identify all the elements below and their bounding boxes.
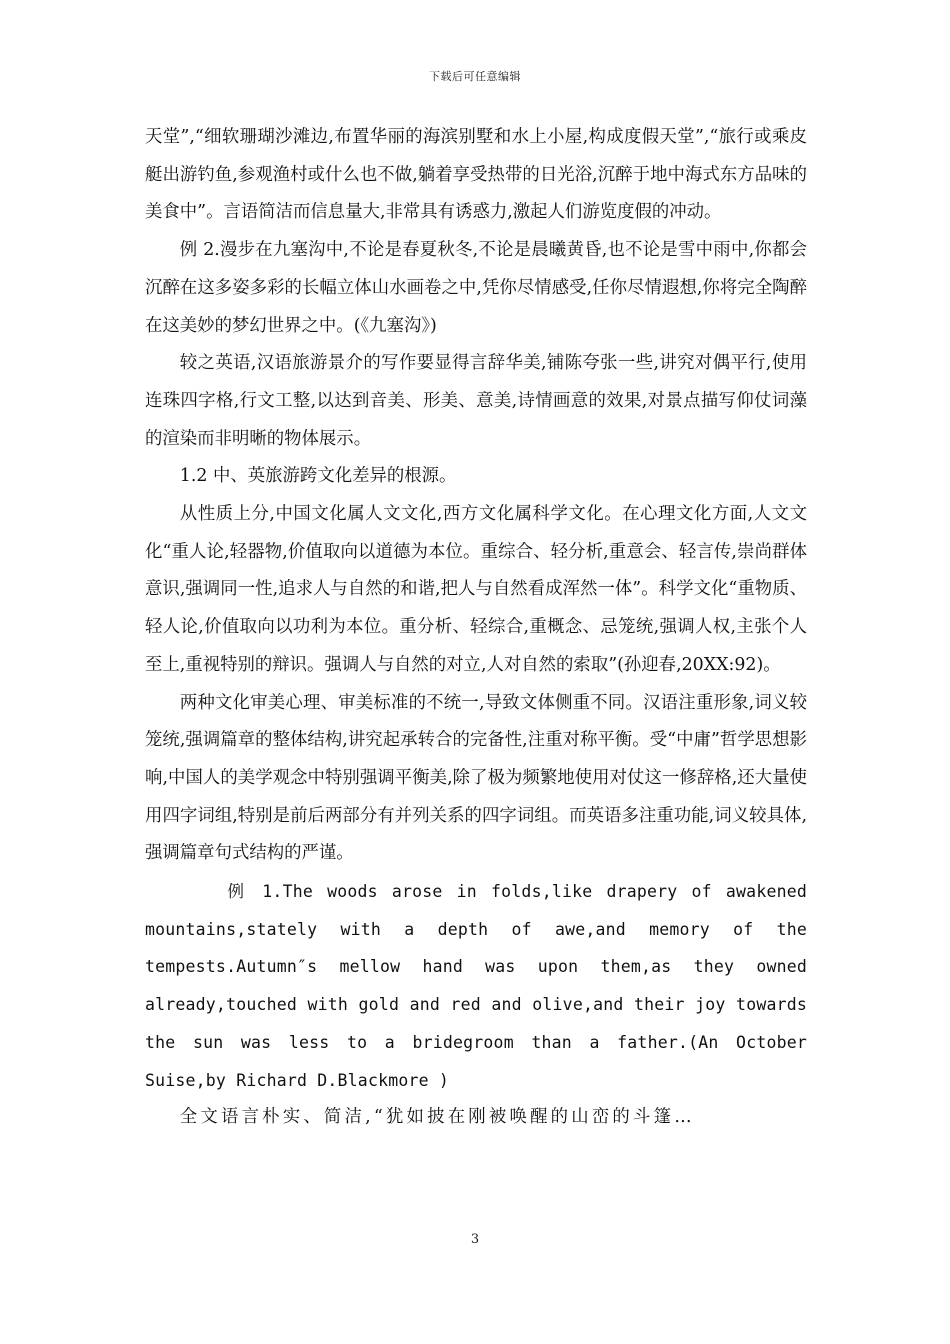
page-number: 3 — [470, 1232, 480, 1247]
paragraph-intro-continuation: 天堂”,“细软珊瑚沙滩边,布置华丽的海滨别墅和水上小屋,构成度假天堂”,“旅行或乘皮艇出游钓鱼,参观渔村或什么也不做,躺着享受热带的日光浴,沉醉于地中海式东方品味的美食中”。言语简洁而信息量大,非常具有诱惑力,激起人们游览度假的冲动。 — [145, 127, 807, 223]
section-heading-1-2: 1.2 中、英旅游跨文化差异的根源。 — [179, 466, 457, 487]
paragraph-comparison: 较之英语,汉语旅游景介的写作要显得言辞华美,铺陈夸张一些,讲究对偶平行,使用连珠四字格,行文工整,以达到音美、形美、意美,诗情画意的效果,对景点描写仰仗词藻的渲染而非明晰的物体展示。 — [145, 353, 807, 449]
document-body — [145, 119, 807, 1137]
paragraph-cultural-nature: 从性质上分,中国文化属人文文化,西方文化属科学文化。在心理文化方面,人文文化“重人论,轻器物,价值取向以道德为本位。重综合、轻分析,重意会、轻言传,崇尚群体意识,强调同一性,追求人与自然的和谐,把人与自然看成浑然一体”。科学文化“重物质、轻人论,价值取向以功利为本位。重分析、轻综合,重概念、忌笼统,强调人权,主张个人至上,重视特别的辩识。强调人与自然的对立,人对自然的索取”(孙迎春,20XX:92)。 — [145, 504, 807, 675]
paragraph-aesthetic-difference: 两种文化审美心理、审美标准的不统一,导致文体侧重不同。汉语注重形象,词义较笼统,强调篇章的整体结构,讲究起承转合的完备性,注重对称平衡。受“中庸”哲学思想影响,中国人的美学观念中特别强调平衡美,除了极为频繁地使用对仗这一修辞格,还大量使用四字词组,特别是前后两部分有并列关系的四字词组。而英语多注重功能,词义较具体,强调篇章句式结构的严谨。 — [145, 692, 807, 864]
paragraph-example-2: 例 2.漫步在九塞沟中,不论是春夏秋冬,不论是晨曦黄昏,也不论是雪中雨中,你都会沉醉在这多姿多彩的长幅立体山水画卷之中,凭你尽情感受,任你尽情遐想,你将完全陶醉在这美妙的梦幻世界之中。(《九塞沟》) — [145, 240, 807, 336]
paragraph-plain-language: 全文语言朴实、简洁,“犹如披在刚被唤醒的山峦的斗篷… — [179, 1107, 695, 1128]
page-header: 下载后可任意编辑 — [429, 70, 521, 83]
paragraph-english-example: 例 1.The woods arose in folds,like drapery of awakened mountains,stately with a depth of awe,and memory of the tempests.Autumn″s mellow hand was upon them,as they owned already,touched with gold and red and olive,and their joy towards the sun was less to a bridegroom than a father.(An October Suise,by Richard D.Blackmore ) — [145, 882, 807, 1090]
